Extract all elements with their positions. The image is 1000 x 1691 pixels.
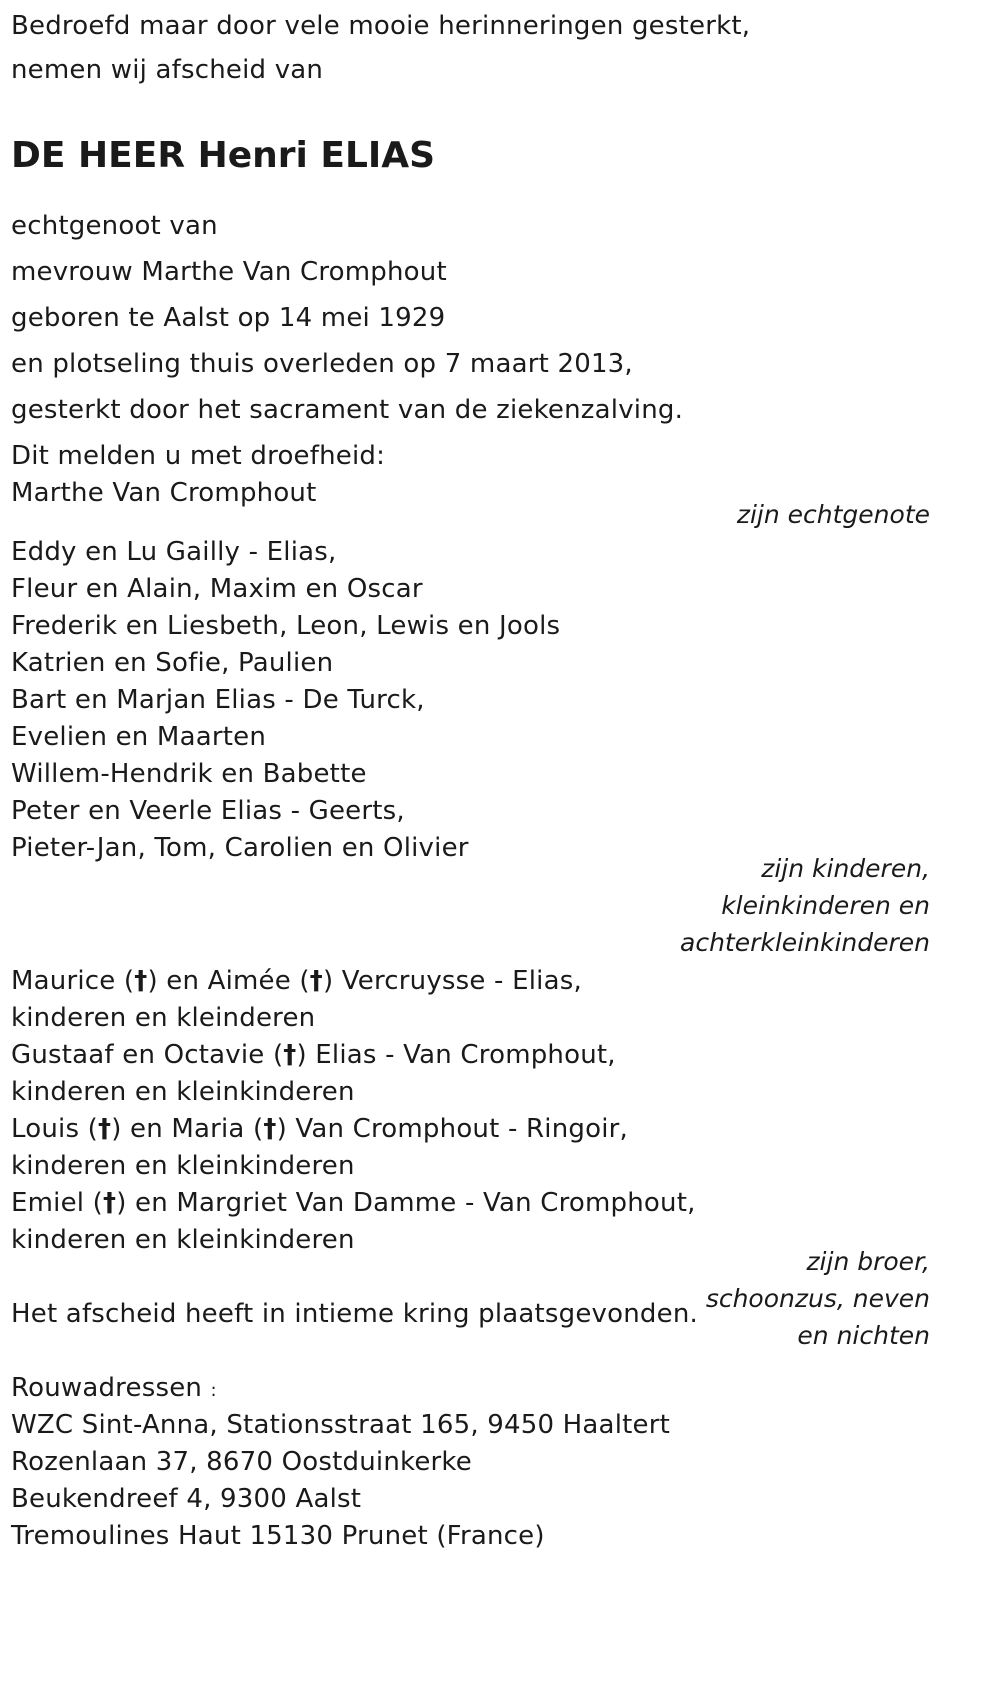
intro-line-1: Bedroefd maar door vele mooie herinneringen gesterkt, — [11, 11, 751, 41]
announcement-spouse: Marthe Van Cromphout — [11, 478, 317, 508]
address-line: Rozenlaan 37, 8670 Oostduinkerke — [11, 1447, 472, 1477]
sibling-line: kinderen en kleinkinderen — [11, 1225, 355, 1255]
sibling-line: kinderen en kleinderen — [11, 1003, 316, 1033]
children-line: Evelien en Maarten — [11, 722, 266, 752]
addresses-heading — [11, 1372, 217, 1407]
cross-symbol: † — [263, 1114, 277, 1144]
sibling-text: ) en Margriet Van Damme - Van Cromphout, — [116, 1188, 696, 1218]
siblings-role-line: zijn broer, — [806, 1247, 930, 1276]
spouse-intro: echtgenoot van — [11, 211, 218, 241]
sibling-text: Emiel ( — [11, 1188, 104, 1218]
sibling-line — [11, 965, 582, 997]
sibling-line — [11, 1113, 628, 1145]
sibling-text: ) en Maria ( — [111, 1114, 264, 1144]
children-role-line: achterkleinkinderen — [680, 928, 930, 957]
children-line: Frederik en Liesbeth, Leon, Lewis en Jools — [11, 611, 561, 641]
children-role-line: zijn kinderen, — [761, 854, 930, 883]
sibling-line — [11, 1039, 616, 1071]
children-role-line: kleinkinderen en — [721, 891, 930, 920]
farewell-text: Het afscheid heeft in intieme kring plaatsgevonden. — [11, 1299, 698, 1329]
cross-symbol: † — [283, 1040, 297, 1070]
sibling-text: ) Elias - Van Cromphout, — [296, 1040, 616, 1070]
cross-symbol: † — [134, 966, 148, 996]
spouse-name: mevrouw Marthe Van Cromphout — [11, 257, 447, 287]
sacrament-info: gesterkt door het sacrament van de ziekenzalving. — [11, 395, 684, 425]
children-line: Willem-Hendrik en Babette — [11, 759, 367, 789]
children-line: Bart en Marjan Elias - De Turck, — [11, 685, 425, 715]
cross-symbol: † — [103, 1188, 117, 1218]
address-line: Beukendreef 4, 9300 Aalst — [11, 1484, 362, 1514]
children-line: Katrien en Sofie, Paulien — [11, 648, 334, 678]
children-line: Peter en Veerle Elias - Geerts, — [11, 796, 405, 826]
addresses-label: Rouwadressen — [11, 1373, 203, 1403]
death-info: en plotseling thuis overleden op 7 maart 2013, — [11, 349, 633, 379]
address-line: WZC Sint-Anna, Stationsstraat 165, 9450 Haaltert — [11, 1410, 670, 1440]
intro-line-2: nemen wij afscheid van — [11, 55, 324, 85]
sibling-text: Maurice ( — [11, 966, 135, 996]
children-line: Eddy en Lu Gailly - Elias, — [11, 537, 337, 567]
sibling-text: Louis ( — [11, 1114, 98, 1144]
cross-symbol: † — [309, 966, 323, 996]
sibling-text: ) Vercruysse - Elias, — [322, 966, 582, 996]
sibling-text: ) Van Cromphout - Ringoir, — [276, 1114, 628, 1144]
spouse-role: zijn echtgenote — [736, 500, 930, 529]
sibling-line: kinderen en kleinkinderen — [11, 1077, 355, 1107]
sibling-line — [11, 1187, 696, 1219]
birth-info: geboren te Aalst op 14 mei 1929 — [11, 303, 446, 333]
children-line: Fleur en Alain, Maxim en Oscar — [11, 574, 423, 604]
sibling-text: Gustaaf en Octavie ( — [11, 1040, 284, 1070]
siblings-role-line: schoonzus, neven — [705, 1284, 930, 1313]
cross-symbol: † — [98, 1114, 112, 1144]
announcement-intro: Dit melden u met droefheid: — [11, 441, 386, 471]
sibling-line: kinderen en kleinkinderen — [11, 1151, 355, 1181]
address-line: Tremoulines Haut 15130 Prunet (France) — [11, 1521, 545, 1551]
sibling-text: ) en Aimée ( — [147, 966, 310, 996]
siblings-role-line: en nichten — [797, 1321, 930, 1350]
children-line: Pieter-Jan, Tom, Carolien en Olivier — [11, 833, 469, 863]
addresses-separator: : — [210, 1380, 217, 1401]
deceased-name: DE HEER Henri ELIAS — [11, 135, 436, 176]
